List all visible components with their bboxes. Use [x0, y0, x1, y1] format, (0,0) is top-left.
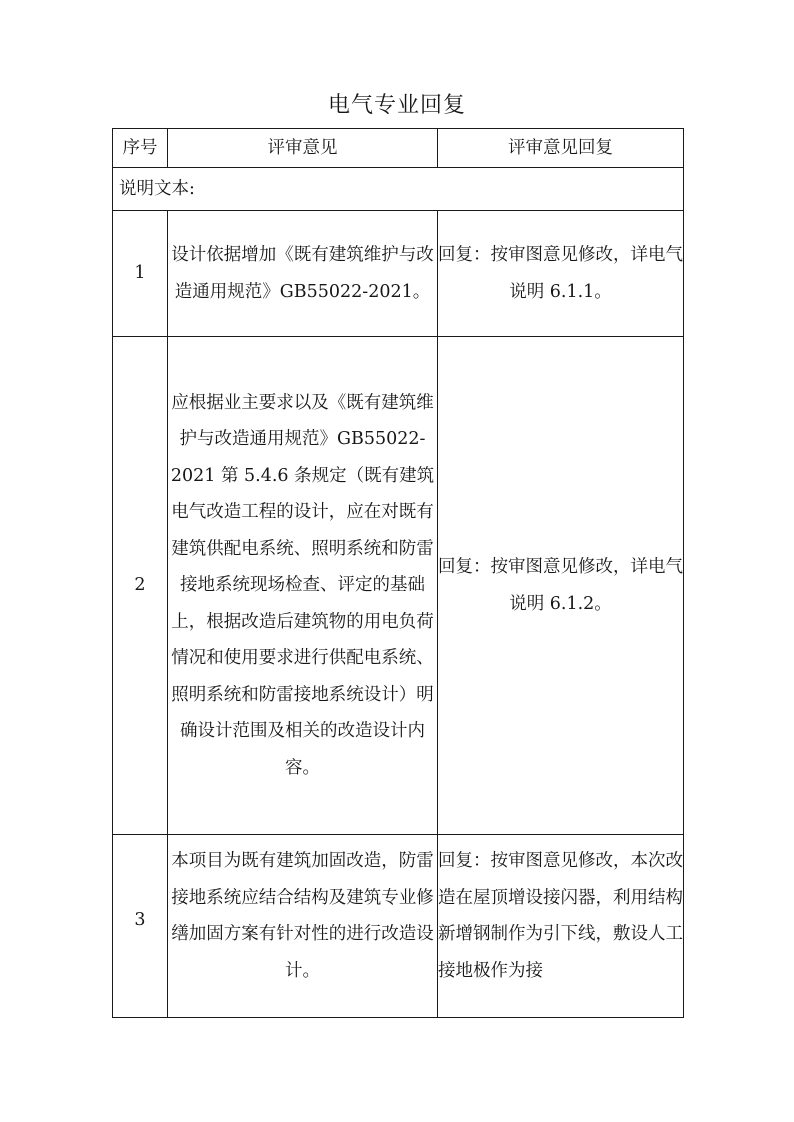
section-row — [113, 168, 684, 211]
review-opinion: 设计依据增加《既有建筑维护与改造通用规范》GB55022-2021。 — [168, 211, 438, 337]
review-table — [112, 128, 684, 1018]
row-number: 1 — [113, 211, 168, 337]
header-opinion: 评审意见 — [168, 129, 438, 168]
header-reply: 评审意见回复 — [438, 129, 684, 168]
review-reply: 回复：按审图意见修改，本次改造在屋顶增设接闪器，利用结构新增钢制作为引下线，敷设人工接地极作为接 — [438, 835, 684, 1018]
section-label: 说明文本: — [113, 168, 684, 211]
table-row — [113, 337, 684, 835]
review-reply: 回复：按审图意见修改，详电气说明 6.1.1。 — [438, 211, 684, 337]
table-row — [113, 211, 684, 337]
table-row — [113, 835, 684, 1018]
review-opinion: 应根据业主要求以及《既有建筑维护与改造通用规范》GB55022-2021 第 5.4.6 条规定（既有建筑电气改造工程的设计，应在对既有建筑供配电系统、照明系统和防雷接地系统现场检查、评定的基础上，根据改造后建筑物的用电负荷情况和使用要求进行供配电系统、照明系统和防雷接地系统设计）明确设计范围及相关的改造设计内容。 — [168, 337, 438, 835]
review-reply: 回复：按审图意见修改，详电气说明 6.1.2。 — [438, 337, 684, 835]
table-header-row — [113, 129, 684, 168]
header-no: 序号 — [113, 129, 168, 168]
page-title: 电气专业回复 — [327, 93, 466, 118]
review-opinion: 本项目为既有建筑加固改造，防雷接地系统应结合结构及建筑专业修缮加固方案有针对性的进行改造设计。 — [168, 835, 438, 1018]
row-number: 2 — [113, 337, 168, 835]
row-number: 3 — [113, 835, 168, 1018]
